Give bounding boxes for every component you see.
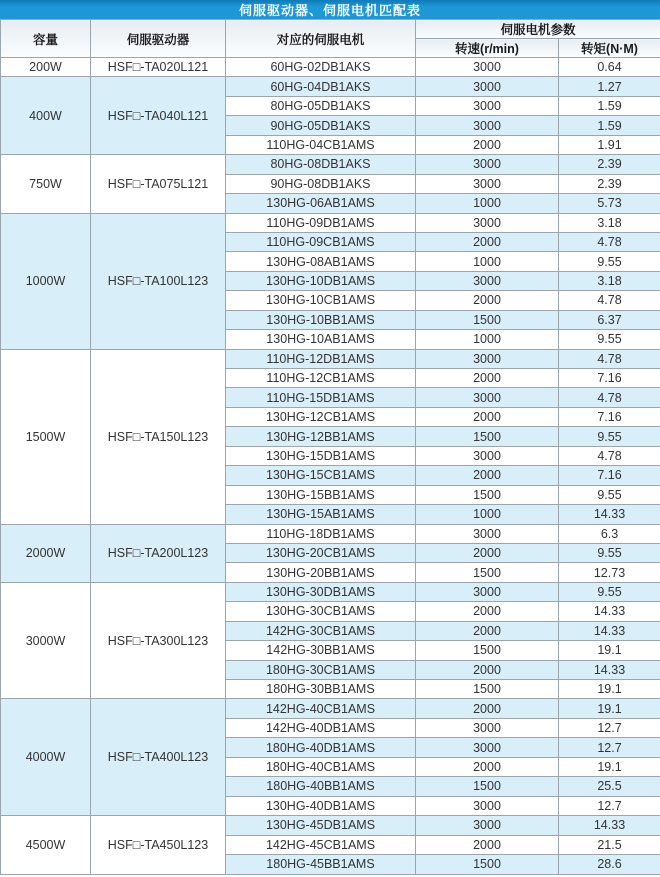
motor-cell: 130HG-12BB1AMS <box>226 427 416 446</box>
motor-cell: 130HG-45DB1AMS <box>226 816 416 835</box>
speed-cell: 2000 <box>416 602 559 621</box>
speed-cell: 3000 <box>416 271 559 290</box>
torque-cell: 1.59 <box>559 96 660 115</box>
motor-cell: 130HG-15BB1AMS <box>226 485 416 504</box>
speed-cell: 2000 <box>416 135 559 154</box>
speed-cell: 1500 <box>416 680 559 699</box>
torque-cell: 19.1 <box>559 680 660 699</box>
capacity-cell: 400W <box>1 77 91 155</box>
speed-cell: 3000 <box>416 155 559 174</box>
table-body <box>1 58 660 875</box>
torque-cell: 28.6 <box>559 854 660 874</box>
driver-cell: HSF□-TA450L123 <box>91 816 226 875</box>
torque-cell: 19.1 <box>559 699 660 718</box>
torque-cell: 19.1 <box>559 757 660 776</box>
speed-cell: 2000 <box>416 660 559 679</box>
torque-cell: 12.73 <box>559 563 660 582</box>
speed-cell: 2000 <box>416 232 559 251</box>
torque-cell: 21.5 <box>559 835 660 854</box>
speed-cell: 1000 <box>416 505 559 524</box>
table-row <box>1 524 660 543</box>
table-row <box>1 816 660 835</box>
torque-cell: 6.3 <box>559 524 660 543</box>
motor-cell: 110HG-04CB1AMS <box>226 135 416 154</box>
speed-cell: 1000 <box>416 194 559 213</box>
torque-cell: 7.16 <box>559 466 660 485</box>
motor-cell: 110HG-09CB1AMS <box>226 232 416 251</box>
motor-cell: 130HG-10BB1AMS <box>226 310 416 329</box>
motor-cell: 130HG-10DB1AMS <box>226 271 416 290</box>
torque-cell: 4.78 <box>559 349 660 368</box>
torque-cell: 14.33 <box>559 505 660 524</box>
col-header-driver: 伺服驱动器 <box>91 20 226 58</box>
speed-cell: 3000 <box>416 77 559 96</box>
torque-cell: 19.1 <box>559 641 660 660</box>
table-row <box>1 58 660 77</box>
torque-cell: 2.39 <box>559 155 660 174</box>
table-row <box>1 213 660 232</box>
motor-cell: 180HG-30CB1AMS <box>226 660 416 679</box>
speed-cell: 3000 <box>416 388 559 407</box>
torque-cell: 12.7 <box>559 718 660 737</box>
torque-cell: 14.33 <box>559 621 660 640</box>
motor-cell: 180HG-40CB1AMS <box>226 757 416 776</box>
speed-cell: 1000 <box>416 330 559 349</box>
speed-cell: 1500 <box>416 641 559 660</box>
capacity-cell: 3000W <box>1 582 91 699</box>
speed-cell: 1000 <box>416 252 559 271</box>
driver-cell: HSF□-TA040L121 <box>91 77 226 155</box>
speed-cell: 3000 <box>416 796 559 815</box>
motor-cell: 110HG-15DB1AMS <box>226 388 416 407</box>
col-header-params-group: 伺服电机参数 <box>416 20 660 39</box>
speed-cell: 2000 <box>416 407 559 426</box>
table-row <box>1 349 660 368</box>
speed-cell: 3000 <box>416 174 559 193</box>
capacity-cell: 1000W <box>1 213 91 349</box>
speed-cell: 1500 <box>416 563 559 582</box>
torque-cell: 4.78 <box>559 388 660 407</box>
motor-cell: 130HG-15DB1AMS <box>226 446 416 465</box>
motor-cell: 142HG-40CB1AMS <box>226 699 416 718</box>
speed-cell: 2000 <box>416 699 559 718</box>
motor-cell: 130HG-10CB1AMS <box>226 291 416 310</box>
driver-cell: HSF□-TA100L123 <box>91 213 226 349</box>
motor-cell: 130HG-30CB1AMS <box>226 602 416 621</box>
motor-cell: 80HG-05DB1AKS <box>226 96 416 115</box>
motor-cell: 142HG-30BB1AMS <box>226 641 416 660</box>
speed-cell: 3000 <box>416 349 559 368</box>
speed-cell: 3000 <box>416 116 559 135</box>
col-header-torque: 转矩(N·M) <box>559 39 660 58</box>
torque-cell: 14.33 <box>559 660 660 679</box>
motor-cell: 80HG-08DB1AKS <box>226 155 416 174</box>
torque-cell: 1.91 <box>559 135 660 154</box>
speed-cell: 3000 <box>416 446 559 465</box>
motor-cell: 142HG-30CB1AMS <box>226 621 416 640</box>
motor-cell: 130HG-08AB1AMS <box>226 252 416 271</box>
capacity-cell: 4000W <box>1 699 91 816</box>
torque-cell: 1.27 <box>559 77 660 96</box>
motor-cell: 130HG-06AB1AMS <box>226 194 416 213</box>
torque-cell: 14.33 <box>559 602 660 621</box>
motor-cell: 180HG-30BB1AMS <box>226 680 416 699</box>
capacity-cell: 750W <box>1 155 91 213</box>
table-title: 伺服驱动器、伺服电机匹配表 <box>0 0 660 19</box>
speed-cell: 3000 <box>416 524 559 543</box>
speed-cell: 2000 <box>416 543 559 562</box>
torque-cell: 4.78 <box>559 232 660 251</box>
torque-cell: 6.37 <box>559 310 660 329</box>
motor-cell: 130HG-15CB1AMS <box>226 466 416 485</box>
speed-cell: 3000 <box>416 816 559 835</box>
capacity-cell: 2000W <box>1 524 91 582</box>
speed-cell: 3000 <box>416 582 559 601</box>
driver-cell: HSF□-TA400L123 <box>91 699 226 816</box>
torque-cell: 12.7 <box>559 796 660 815</box>
table-row <box>1 77 660 96</box>
torque-cell: 3.18 <box>559 271 660 290</box>
motor-cell: 110HG-18DB1AMS <box>226 524 416 543</box>
motor-cell: 90HG-08DB1AKS <box>226 174 416 193</box>
motor-cell: 180HG-40BB1AMS <box>226 777 416 796</box>
speed-cell: 2000 <box>416 291 559 310</box>
motor-cell: 130HG-30DB1AMS <box>226 582 416 601</box>
motor-cell: 60HG-04DB1AKS <box>226 77 416 96</box>
motor-cell: 60HG-02DB1AKS <box>226 58 416 77</box>
speed-cell: 3000 <box>416 58 559 77</box>
table-row <box>1 155 660 174</box>
torque-cell: 4.78 <box>559 291 660 310</box>
torque-cell: 12.7 <box>559 738 660 757</box>
table-header <box>1 20 660 58</box>
speed-cell: 2000 <box>416 369 559 388</box>
servo-match-table <box>0 19 660 875</box>
header-row-1 <box>1 20 660 39</box>
motor-cell: 130HG-40DB1AMS <box>226 796 416 815</box>
torque-cell: 9.55 <box>559 582 660 601</box>
motor-cell: 180HG-40DB1AMS <box>226 738 416 757</box>
driver-cell: HSF□-TA200L123 <box>91 524 226 582</box>
torque-cell: 2.39 <box>559 174 660 193</box>
motor-cell: 130HG-20BB1AMS <box>226 563 416 582</box>
motor-cell: 130HG-12CB1AMS <box>226 407 416 426</box>
speed-cell: 3000 <box>416 738 559 757</box>
capacity-cell: 4500W <box>1 816 91 875</box>
capacity-cell: 200W <box>1 58 91 77</box>
motor-cell: 142HG-45CB1AMS <box>226 835 416 854</box>
speed-cell: 3000 <box>416 96 559 115</box>
motor-cell: 110HG-09DB1AMS <box>226 213 416 232</box>
speed-cell: 2000 <box>416 621 559 640</box>
motor-cell: 110HG-12CB1AMS <box>226 369 416 388</box>
motor-cell: 180HG-45BB1AMS <box>226 854 416 874</box>
torque-cell: 9.55 <box>559 330 660 349</box>
driver-cell: HSF□-TA075L121 <box>91 155 226 213</box>
speed-cell: 1500 <box>416 485 559 504</box>
speed-cell: 2000 <box>416 466 559 485</box>
speed-cell: 2000 <box>416 757 559 776</box>
table-row <box>1 582 660 601</box>
torque-cell: 9.55 <box>559 427 660 446</box>
motor-cell: 142HG-40DB1AMS <box>226 718 416 737</box>
torque-cell: 25.5 <box>559 777 660 796</box>
col-header-capacity: 容量 <box>1 20 91 58</box>
torque-cell: 5.73 <box>559 194 660 213</box>
driver-cell: HSF□-TA300L123 <box>91 582 226 699</box>
speed-cell: 1500 <box>416 310 559 329</box>
torque-cell: 4.78 <box>559 446 660 465</box>
speed-cell: 1500 <box>416 777 559 796</box>
table-row <box>1 699 660 718</box>
torque-cell: 7.16 <box>559 369 660 388</box>
col-header-speed: 转速(r/min) <box>416 39 559 58</box>
capacity-cell: 1500W <box>1 349 91 524</box>
torque-cell: 7.16 <box>559 407 660 426</box>
torque-cell: 0.64 <box>559 58 660 77</box>
motor-cell: 90HG-05DB1AKS <box>226 116 416 135</box>
torque-cell: 9.55 <box>559 543 660 562</box>
speed-cell: 3000 <box>416 213 559 232</box>
torque-cell: 1.59 <box>559 116 660 135</box>
col-header-motor: 对应的伺服电机 <box>226 20 416 58</box>
torque-cell: 14.33 <box>559 816 660 835</box>
torque-cell: 3.18 <box>559 213 660 232</box>
speed-cell: 1500 <box>416 427 559 446</box>
motor-cell: 130HG-10AB1AMS <box>226 330 416 349</box>
speed-cell: 3000 <box>416 718 559 737</box>
motor-cell: 130HG-20CB1AMS <box>226 543 416 562</box>
torque-cell: 9.55 <box>559 485 660 504</box>
speed-cell: 1500 <box>416 854 559 874</box>
torque-cell: 9.55 <box>559 252 660 271</box>
motor-cell: 130HG-15AB1AMS <box>226 505 416 524</box>
driver-cell: HSF□-TA020L121 <box>91 58 226 77</box>
motor-cell: 110HG-12DB1AMS <box>226 349 416 368</box>
speed-cell: 2000 <box>416 835 559 854</box>
driver-cell: HSF□-TA150L123 <box>91 349 226 524</box>
